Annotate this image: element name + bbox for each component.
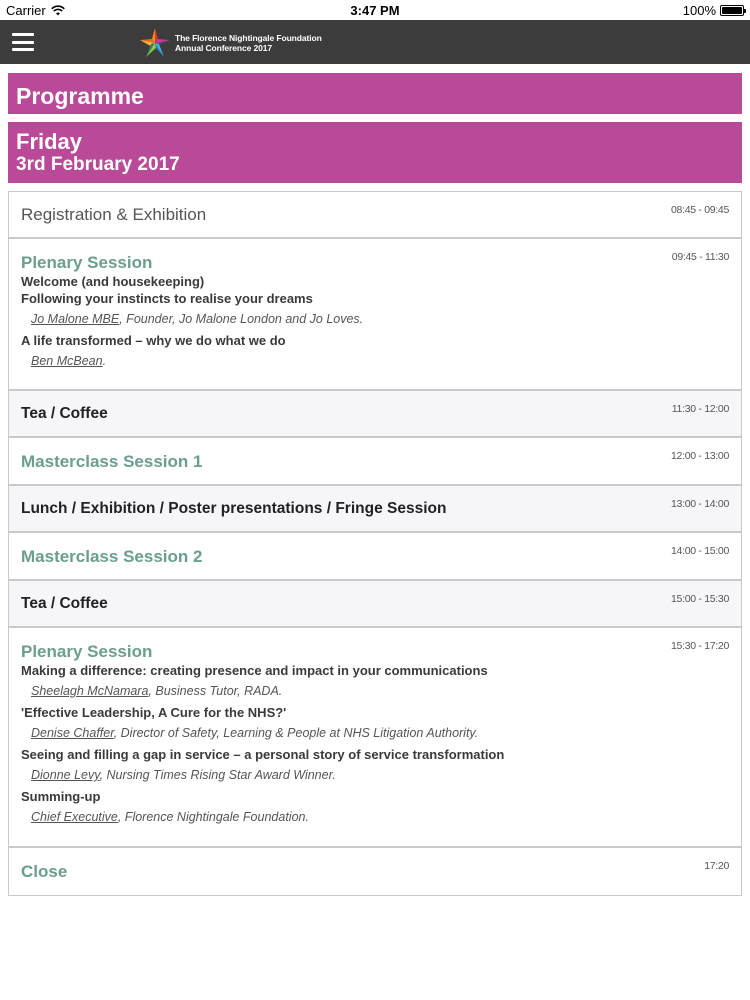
speaker-link[interactable]: Ben McBean: [31, 354, 103, 368]
speaker-link[interactable]: Chief Executive: [31, 810, 118, 824]
speaker-affiliation: , Business Tutor, RADA.: [148, 684, 283, 698]
session-title: Tea / Coffee: [21, 595, 108, 612]
logo-text: [175, 33, 322, 53]
session-plenary-morning[interactable]: [9, 239, 741, 391]
session-time: 15:30 - 17:20: [671, 640, 729, 652]
battery-icon: [720, 5, 744, 16]
talk-title: 'Effective Leadership, A Cure for the NHS?': [21, 705, 287, 720]
talk-title: A life transformed – why we do what we do: [21, 333, 286, 348]
session-title: Masterclass Session 2: [21, 547, 203, 566]
speaker-link[interactable]: Sheelagh McNamara: [31, 684, 149, 698]
app-bar: [0, 20, 750, 64]
talk-title: Summing-up: [21, 789, 101, 804]
session-masterclass-2[interactable]: [9, 533, 741, 581]
talk-speaker: [21, 767, 729, 784]
session-title: Plenary Session: [21, 642, 153, 661]
talk-speaker: [21, 725, 729, 742]
logo-line-2: Annual Conference 2017: [175, 43, 272, 53]
session-tea-coffee-2[interactable]: [9, 581, 741, 628]
session-close[interactable]: [9, 848, 741, 895]
battery-percent: 100%: [682, 3, 716, 18]
day-header: [8, 122, 742, 183]
session-title: Lunch / Exhibition / Poster presentations / Fringe Session: [21, 500, 447, 517]
talk-title: Following your instincts to realise your dreams: [21, 291, 313, 306]
speaker-affiliation: , Nursing Times Rising Star Award Winner.: [99, 768, 336, 782]
session-masterclass-1[interactable]: [9, 438, 741, 486]
speaker-affiliation: , Florence Nightingale Foundation.: [117, 810, 309, 824]
session-time: 14:00 - 15:00: [671, 545, 729, 557]
conference-logo: [139, 27, 322, 59]
session-lunch[interactable]: [9, 486, 741, 533]
hamburger-menu-icon[interactable]: [12, 33, 34, 51]
talk-title: Making a difference: creating presence and impact in your communications: [21, 663, 488, 678]
session-title: Registration & Exhibition: [21, 205, 207, 224]
status-bar: [0, 0, 750, 20]
session-time: 12:00 - 13:00: [671, 450, 729, 462]
day-label: Friday: [16, 129, 83, 154]
session-time: 17:20: [704, 860, 729, 872]
talk-speaker: [21, 809, 729, 826]
session-registration[interactable]: [9, 192, 741, 239]
logo-line-1: The Florence Nightingale Foundation: [175, 33, 322, 43]
session-title: Masterclass Session 1: [21, 452, 203, 471]
speaker-link[interactable]: Dionne Levy: [31, 768, 100, 782]
session-time: 08:45 - 09:45: [671, 204, 729, 216]
carrier-label: Carrier: [6, 3, 46, 18]
speaker-link[interactable]: Denise Chaffer: [31, 726, 114, 740]
talk-title: Seeing and filling a gap in service – a personal story of service transformation: [21, 747, 505, 762]
session-subtitle: Welcome (and housekeeping): [21, 274, 205, 289]
speaker-affiliation: , Founder, Jo Malone London and Jo Loves.: [119, 312, 364, 326]
speaker-affiliation: , Director of Safety, Learning & People at NHS Litigation Authority.: [113, 726, 479, 740]
session-time: 09:45 - 11:30: [671, 251, 729, 263]
session-plenary-afternoon[interactable]: [9, 628, 741, 848]
page-title: Programme: [8, 73, 742, 114]
star-logo-icon: [139, 27, 171, 59]
speaker-link[interactable]: Jo Malone MBE: [31, 312, 120, 326]
talk-speaker: [21, 353, 729, 370]
status-right: [683, 3, 744, 18]
session-title: Tea / Coffee: [21, 405, 108, 422]
session-title: Close: [21, 862, 68, 881]
session-time: 11:30 - 12:00: [671, 403, 729, 415]
programme-list: [8, 191, 742, 896]
date-label: 3rd February 2017: [16, 154, 180, 175]
talk-speaker: [21, 683, 729, 700]
session-time: 15:00 - 15:30: [671, 593, 729, 605]
speaker-affiliation: .: [102, 354, 107, 368]
status-time: 3:47 PM: [350, 3, 400, 18]
session-time: 13:00 - 14:00: [671, 498, 729, 510]
session-tea-coffee-1[interactable]: [9, 391, 741, 438]
talk-speaker: [21, 311, 729, 328]
session-title: Plenary Session: [21, 253, 153, 272]
